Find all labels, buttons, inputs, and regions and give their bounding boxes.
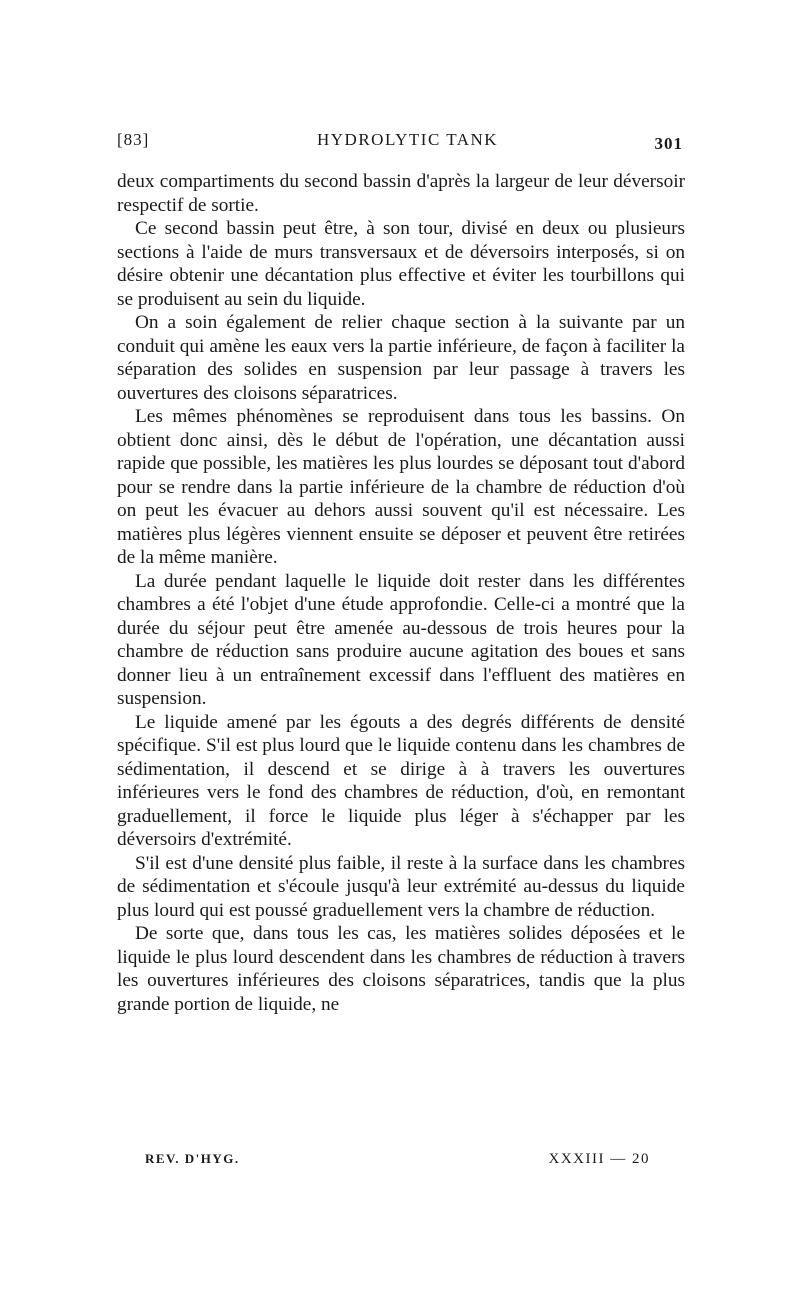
paragraph-4: Les mêmes phénomènes se reproduisent dans tous les bassins. On obtient donc ainsi, dès le début de l'opération, une décantation aussi rapide que possible, les matières les plus lourdes se déposant tout d'abord pour se rendre dans la partie inférieure de la chambre de réduction d'où on peut les évacuer au dehors aussi souvent qu'il est nécessaire. Les matières plus légères viennent ensuite se déposer et peuvent être retirées de la même manière. [117, 406, 685, 568]
paragraph-7: S'il est d'une densité plus faible, il reste à la surface dans les chambres de sédimentation et s'écoule jusqu'à leur extrémité au-dessus du liquide plus lourd qui est poussé graduellement vers la chambre de réduction. [117, 852, 685, 921]
page-title: HYDROLYTIC TANK [317, 130, 499, 149]
body-text [117, 170, 685, 1016]
paragraph-6: Le liquide amené par les égouts a des degrés différents de densité spécifique. S'il est plus lourd que le liquide contenu dans les chambres de sédimentation, il descend et se dirige à à travers les ouvertures inférieures vers le fond des chambres de réduction, d'où, en remontant graduellement, il force le liquide plus léger à s'échapper par les déversoirs d'extrémité. [117, 711, 685, 850]
paragraph-3: On a soin également de relier chaque section à la suivante par un conduit qui amène les eaux vers la partie inférieure, de façon à faciliter la séparation des solides en suspension par leur passage à travers les ouvertures des cloisons séparatrices. [117, 312, 685, 404]
page-footer [145, 1151, 650, 1175]
paragraph-2: Ce second bassin peut être, à son tour, divisé en deux ou plusieurs sections à l'aide de murs transversaux et de déversoirs interposés, si on désire obtenir une décantation plus effective et éviter les tourbillons qui se produisent au sein du liquide. [117, 218, 685, 310]
page-number: 301 [654, 134, 683, 153]
page-reference: [83] [117, 130, 150, 149]
paragraph-5: La durée pendant laquelle le liquide doit rester dans les différentes chambres a été l'objet d'une étude approfondie. Celle-ci a montré que la durée du séjour peut être amenée au-dessous de trois heures pour la chambre de réduction sans produire aucune agitation des boues et sans donner lieu à un entraînement excessif dans l'effluent des matières en suspension. [117, 570, 685, 709]
journal-signature: REV. D'HYG. [145, 1151, 240, 1166]
paragraph-8: De sorte que, dans tous les cas, les matières solides déposées et le liquide le plus lourd descendent dans les chambres de réduction à travers les ouvertures inférieures des cloisons séparatrices, tandis que la plus grande portion de liquide, ne [117, 923, 685, 1015]
paragraph-1: deux compartiments du second bassin d'après la largeur de leur déversoir respectif de sortie. [117, 171, 685, 216]
volume-signature: XXXIII — 20 [548, 1151, 650, 1167]
running-header [117, 130, 683, 160]
